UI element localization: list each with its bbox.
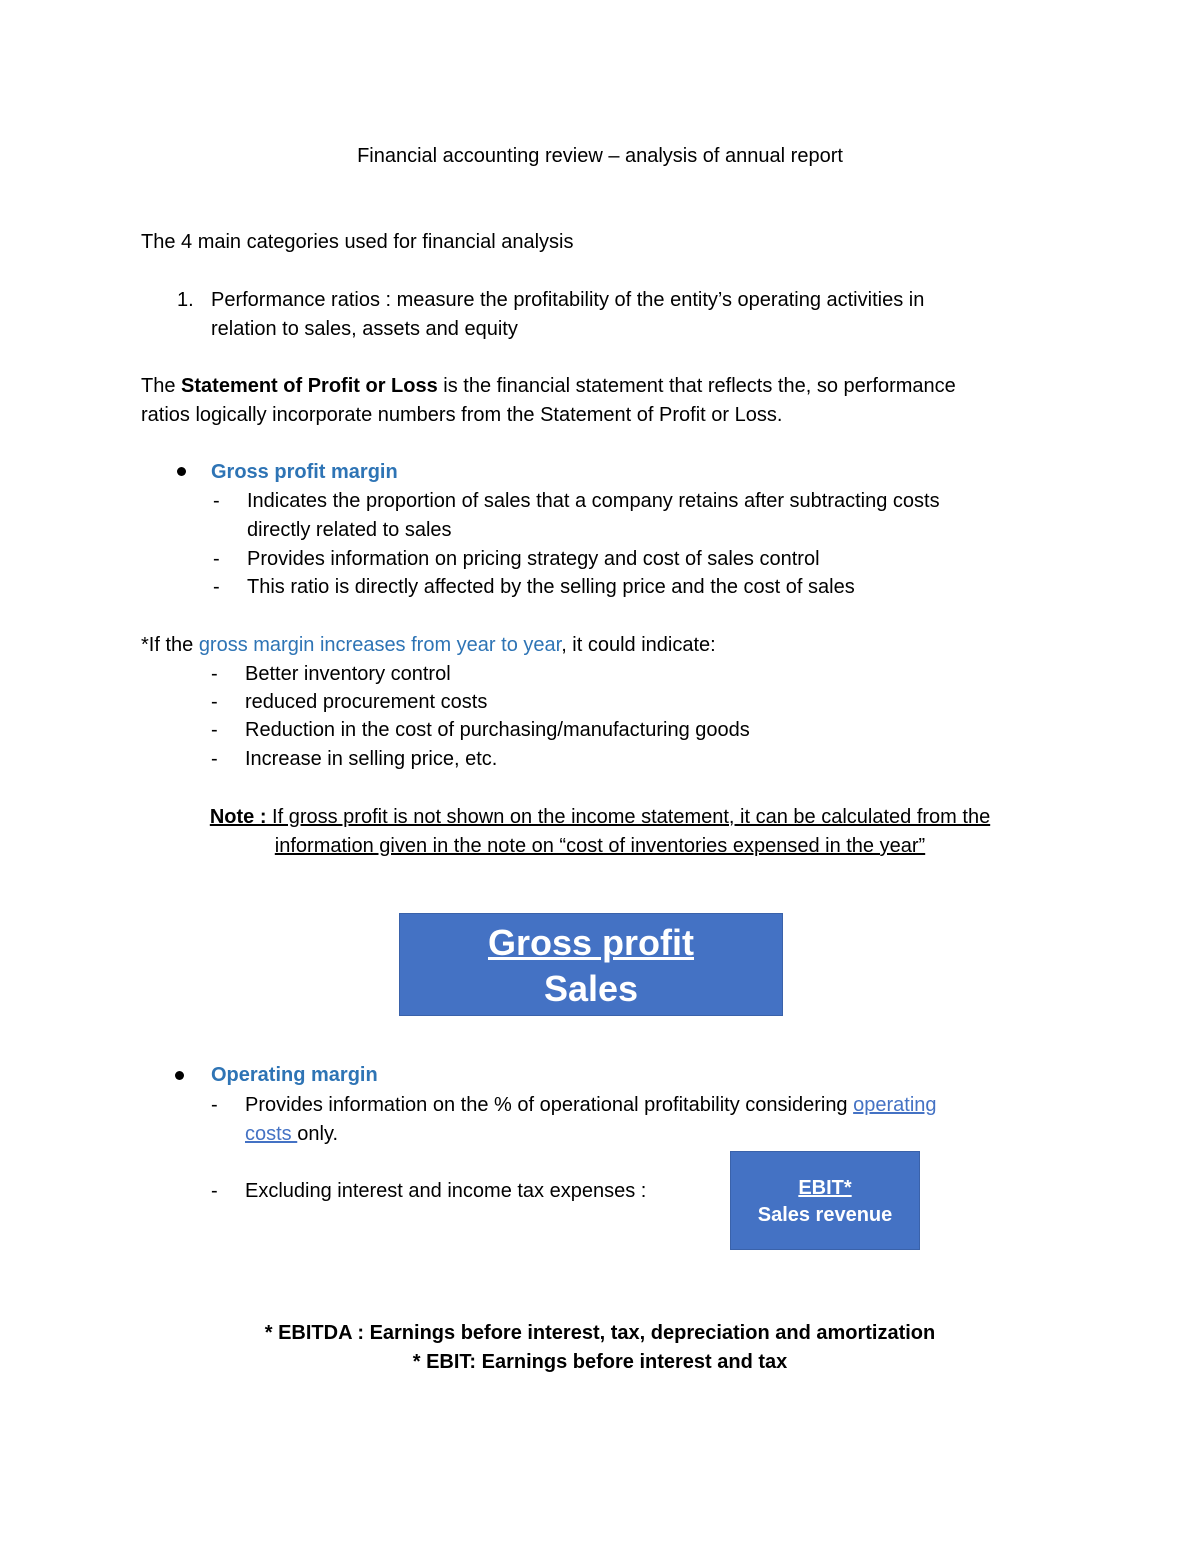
gross-item-3: This ratio is directly affected by the selling price and the cost of sales bbox=[247, 576, 855, 598]
increase-highlight: gross margin increases from year to year bbox=[198, 634, 562, 656]
operating-costs-link-continued[interactable]: costs bbox=[245, 1123, 298, 1145]
formula-numerator: Gross profit bbox=[487, 922, 694, 963]
increase-suffix: , it could indicate: bbox=[561, 634, 716, 656]
dash-icon: - bbox=[211, 719, 218, 741]
note-line2: information given in the note on “cost of inventories expensed in the year” bbox=[274, 835, 926, 857]
statement-rest: is the financial statement that reflects the, so performance bbox=[437, 375, 956, 397]
gross-item-2: Provides information on pricing strategy and cost of sales control bbox=[247, 548, 820, 570]
list-number: 1. bbox=[177, 289, 194, 311]
note-line1 bbox=[0, 803, 1200, 831]
operating-item-1-line2 bbox=[245, 1120, 338, 1148]
formula-denominator: Sales bbox=[543, 968, 639, 1009]
ebit-formula-box bbox=[730, 1151, 920, 1250]
increase-item-2: reduced procurement costs bbox=[245, 691, 488, 713]
footnote-ebitda: * EBITDA : Earnings before interest, tax, depreciation and amortization bbox=[264, 1322, 936, 1344]
statement-paragraph-line1 bbox=[141, 372, 956, 400]
operating-item-1-line1 bbox=[245, 1091, 937, 1119]
gross-margin-heading: Gross profit margin bbox=[211, 461, 398, 483]
dash-icon: - bbox=[213, 576, 220, 598]
gross-item-1-line1: Indicates the proportion of sales that a company retains after subtracting costs bbox=[247, 490, 940, 512]
dash-icon: - bbox=[211, 663, 218, 685]
operating-costs-link[interactable]: operating bbox=[853, 1094, 937, 1116]
bullet-icon bbox=[177, 467, 186, 476]
increase-item-4: Increase in selling price, etc. bbox=[245, 748, 498, 770]
increase-item-1: Better inventory control bbox=[245, 663, 451, 685]
statement-paragraph-line2: ratios logically incorporate numbers from the Statement of Profit or Loss. bbox=[141, 404, 783, 426]
performance-ratios-line1: Performance ratios : measure the profitability of the entity’s operating activities in bbox=[211, 289, 925, 311]
note-text: If gross profit is not shown on the income statement, it can be calculated from the bbox=[266, 806, 991, 828]
bullet-icon bbox=[175, 1071, 184, 1080]
operating-item-2: Excluding interest and income tax expenses : bbox=[245, 1180, 647, 1202]
dash-icon: - bbox=[213, 548, 220, 570]
gross-profit-formula-box bbox=[399, 913, 783, 1016]
dash-icon: - bbox=[211, 1180, 218, 1202]
operating-item-1-prefix: Provides information on the % of operational profitability considering bbox=[245, 1094, 854, 1116]
operating-margin-heading: Operating margin bbox=[211, 1064, 378, 1086]
statement-bold-term: Statement of Profit or Loss bbox=[181, 375, 438, 397]
page-title: Financial accounting review – analysis of annual report bbox=[357, 145, 843, 167]
statement-prefix: The bbox=[141, 375, 182, 397]
dash-icon: - bbox=[211, 1094, 218, 1116]
increase-paragraph bbox=[141, 631, 716, 659]
footnote-ebit: * EBIT: Earnings before interest and tax bbox=[412, 1351, 788, 1373]
increase-item-3: Reduction in the cost of purchasing/manufacturing goods bbox=[245, 719, 750, 741]
dash-icon: - bbox=[213, 490, 220, 512]
intro-text: The 4 main categories used for financial analysis bbox=[141, 231, 574, 253]
dash-icon: - bbox=[211, 691, 218, 713]
increase-prefix: *If the bbox=[141, 634, 199, 656]
note-label: Note : bbox=[209, 806, 267, 828]
performance-ratios-line2: relation to sales, assets and equity bbox=[211, 318, 518, 340]
ebit-denominator: Sales revenue bbox=[757, 1204, 893, 1226]
operating-item-1-suffix: only. bbox=[297, 1123, 339, 1145]
gross-item-1-line2: directly related to sales bbox=[247, 519, 452, 541]
ebit-numerator: EBIT* bbox=[798, 1177, 852, 1199]
dash-icon: - bbox=[211, 748, 218, 770]
